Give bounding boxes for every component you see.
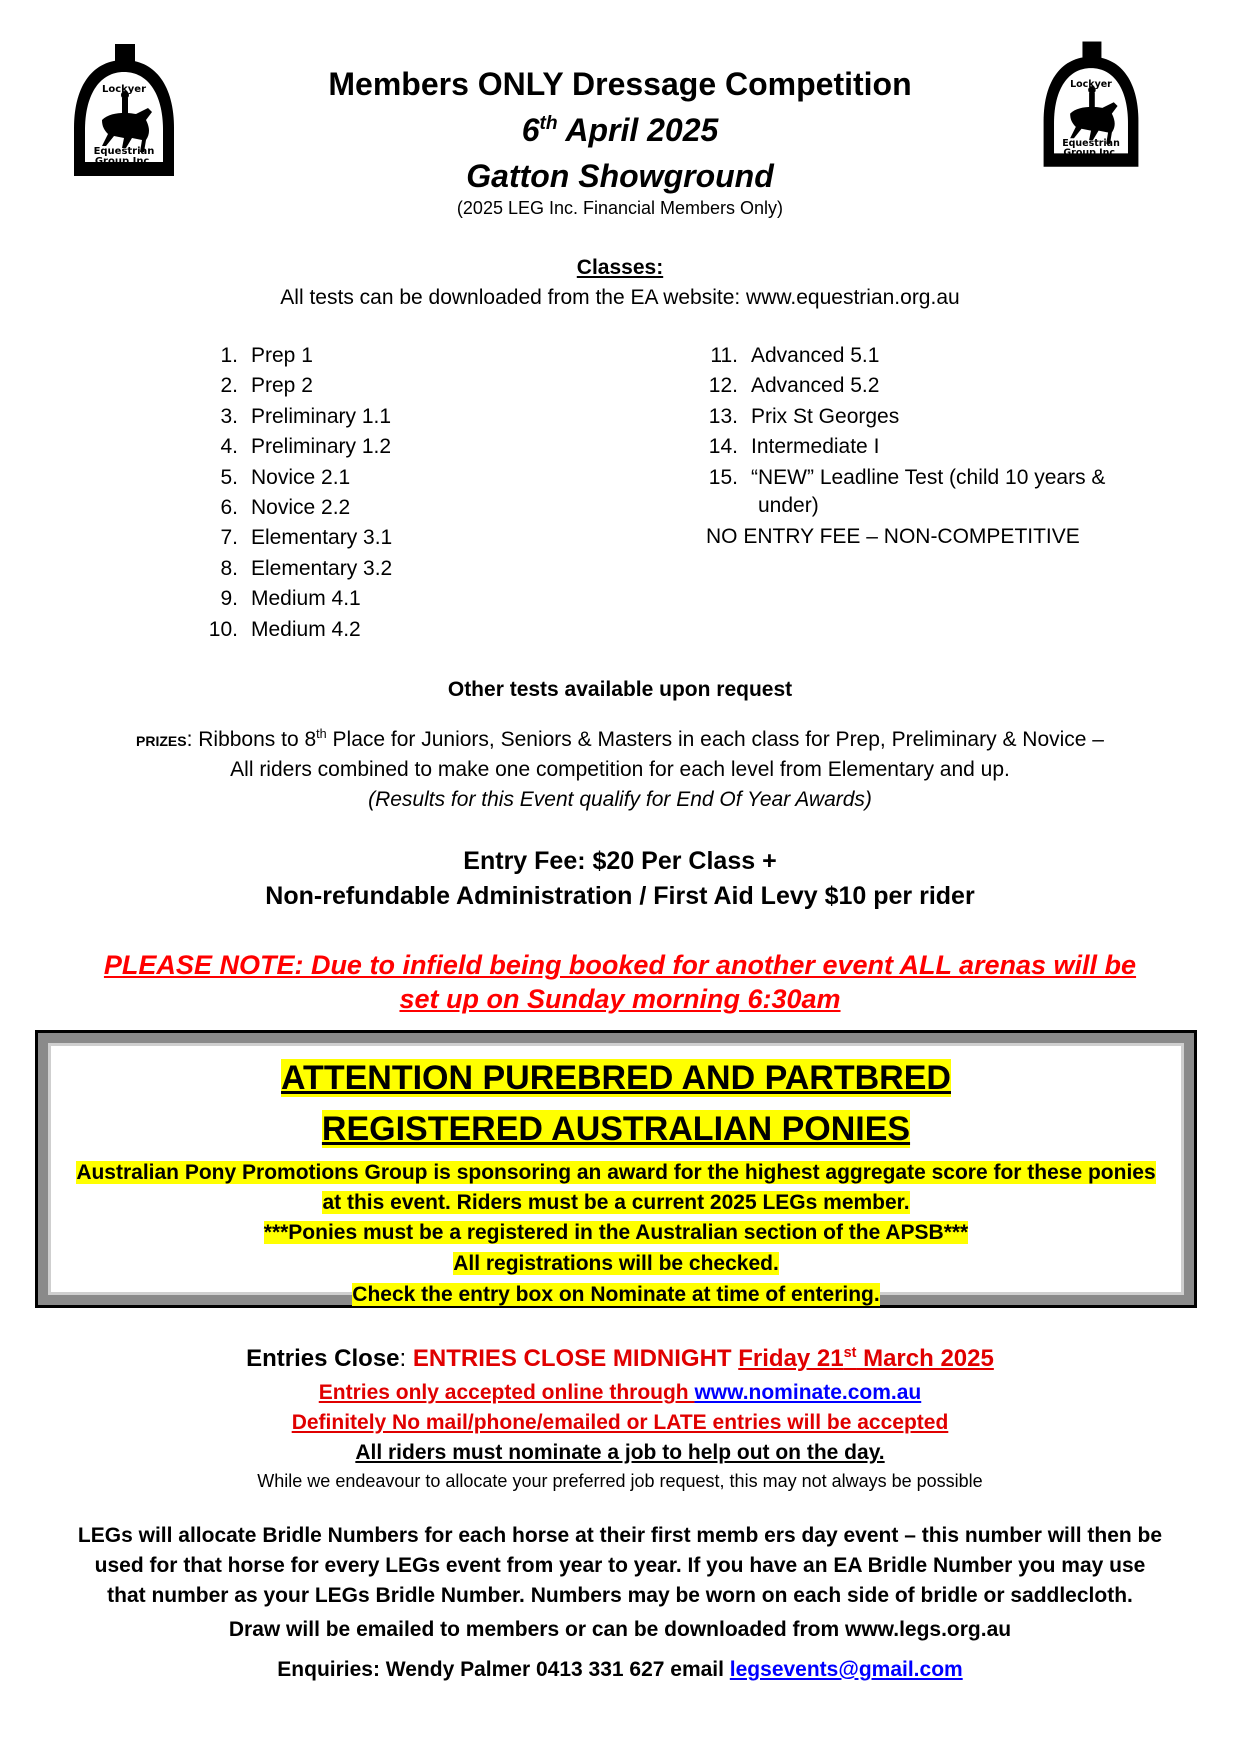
svg-text:Lockyer: Lockyer (101, 84, 147, 95)
class-number: 15. (708, 465, 738, 489)
entries-close: Entries Close: ENTRIES CLOSE MIDNIGHT Friday 21st March 2025 (246, 1345, 994, 1372)
svg-text:Group Inc.: Group Inc. (1063, 147, 1119, 159)
class-item (200, 466, 680, 496)
class-label: Novice 2.1 (251, 465, 351, 489)
class-number: 7. (220, 526, 238, 550)
class-number: 2. (220, 374, 238, 398)
class-label: Elementary 3.1 (251, 526, 393, 550)
class-label: Medium 4.1 (251, 587, 361, 611)
svg-text:Equestrian: Equestrian (1062, 137, 1120, 149)
bridle-line-1: LEGs will allocate Bridle Numbers for each horse at their first memb ers day event – this number will then be (77, 1524, 1163, 1547)
prizes-label: PRIZES (136, 733, 187, 749)
event-venue: Gatton Showground (466, 158, 774, 194)
class-item (700, 466, 1180, 496)
no-mail-entries: Definitely No mail/phone/emailed or LATE entries will be accepted (291, 1411, 949, 1434)
class-item (200, 405, 680, 435)
class-item (200, 618, 680, 648)
classes-list-left (200, 344, 680, 648)
class-label: Intermediate I (751, 435, 880, 459)
attention-heading-2: REGISTERED AUSTRALIAN PONIES (321, 1110, 911, 1148)
class-item (700, 374, 1180, 404)
svg-text:Equestrian: Equestrian (93, 146, 155, 157)
class-number: 4. (220, 435, 238, 459)
class-label: Medium 4.2 (251, 617, 361, 641)
class-number: 13. (708, 404, 738, 428)
class-label: Preliminary 1.1 (251, 404, 392, 428)
page-title: Members ONLY Dressage Competition (328, 66, 912, 102)
class-number: 11. (710, 344, 738, 367)
class-label: Preliminary 1.2 (251, 435, 392, 459)
classes-list-right (700, 344, 1180, 496)
class-label: Elementary 3.2 (251, 556, 393, 580)
class-item (200, 557, 680, 587)
class-label: Prep 1 (251, 344, 313, 367)
class-number: 14. (708, 435, 738, 459)
class-label: Advanced 5.2 (751, 374, 880, 398)
classes-intro: All tests can be downloaded from the EA website: www.equestrian.org.au (280, 286, 960, 309)
attention-text-2: at this event. Riders must be a current 2025 LEGs member. (322, 1191, 910, 1214)
class-number: 8. (220, 556, 238, 580)
nominate-job: All riders must nominate a job to help out on the day. (355, 1441, 885, 1464)
class-number: 10. (208, 617, 238, 641)
admin-levy: Non-refundable Administration / First Aid Levy $10 per rider (265, 882, 975, 910)
class-label: Prix St Georges (751, 404, 900, 428)
class-item (700, 405, 1180, 435)
class-label: “NEW” Leadline Test (child 10 years & (751, 465, 1106, 489)
svg-text:Lockyer: Lockyer (1070, 79, 1112, 91)
job-note: While we endeavour to allocate your preferred job request, this may not always be possible (257, 1471, 983, 1491)
event-date: 6th April 2025 (521, 112, 719, 148)
attention-box-inner (48, 1043, 1184, 1306)
other-tests-note: Other tests available upon request (447, 678, 793, 701)
enquiries: Enquiries: Wendy Palmer 0413 331 627 email legsevents@gmail.com (277, 1658, 963, 1681)
class-item (200, 374, 680, 404)
no-entry-fee-note: NO ENTRY FEE – NON-COMPETITIVE (706, 525, 1080, 548)
class-item (700, 435, 1180, 465)
class-label: Novice 2.2 (251, 495, 351, 519)
class-item (700, 344, 1180, 374)
entries-online: Entries only accepted online through www.nominate.com.au (318, 1381, 922, 1404)
class-number: 9. (220, 587, 238, 611)
class-item (200, 496, 680, 526)
attention-text-5: Check the entry box on Nominate at time of entering. (352, 1283, 880, 1306)
attention-text-1: Australian Pony Promotions Group is sponsoring an award for the highest aggregate score for these ponies (76, 1161, 1156, 1184)
attention-text-4: All registrations will be checked. (453, 1252, 779, 1275)
attention-heading-1: ATTENTION PUREBRED AND PARTBRED (281, 1059, 951, 1097)
attention-box (35, 1030, 1197, 1308)
prizes-line-1: PRIZES: Ribbons to 8th Place for Juniors, Seniors & Masters in each class for Prep, Preliminary & Novice – (136, 727, 1104, 751)
class-item (200, 435, 680, 465)
class-item (200, 526, 680, 556)
enquiries-email-link[interactable]: legsevents@gmail.com (729, 1658, 963, 1681)
nominate-link[interactable]: www.nominate.com.au (694, 1381, 922, 1404)
classes-heading: Classes: (576, 256, 664, 279)
entry-fee: Entry Fee: $20 Per Class + (463, 847, 777, 875)
class-label: Advanced 5.1 (751, 344, 880, 367)
class-number: 6. (220, 495, 238, 519)
draw-note: Draw will be emailed to members or can be downloaded from www.legs.org.au (228, 1618, 1012, 1641)
event-subtitle: (2025 LEG Inc. Financial Members Only) (456, 198, 784, 218)
class-item (200, 344, 680, 374)
please-note-line-1: PLEASE NOTE: Due to infield being booked for another event ALL arenas will be (103, 950, 1137, 980)
prizes-line-3: (Results for this Event qualify for End Of Year Awards) (368, 788, 872, 811)
prizes-line-2: All riders combined to make one competition for each level from Elementary and up. (230, 758, 1010, 781)
class-label: Prep 2 (251, 374, 313, 398)
leadline-continuation: under) (758, 494, 819, 517)
svg-text:Group Inc.: Group Inc. (94, 156, 154, 167)
please-note-line-2: set up on Sunday morning 6:30am (399, 984, 841, 1014)
class-number: 5. (220, 465, 238, 489)
bridle-line-3: that number as your LEGs Bridle Number. Numbers may be worn on each side of bridle or saddlecloth. (107, 1584, 1133, 1607)
class-number: 12. (708, 374, 738, 398)
class-item (200, 587, 680, 617)
class-number: 3. (220, 404, 238, 428)
attention-text-3: ***Ponies must be a registered in the Australian section of the APSB*** (263, 1221, 969, 1244)
bridle-line-2: used for that horse for every LEGs event from year to year. If you have an EA Bridle Number you may use (94, 1554, 1146, 1577)
class-number: 1. (220, 344, 238, 367)
